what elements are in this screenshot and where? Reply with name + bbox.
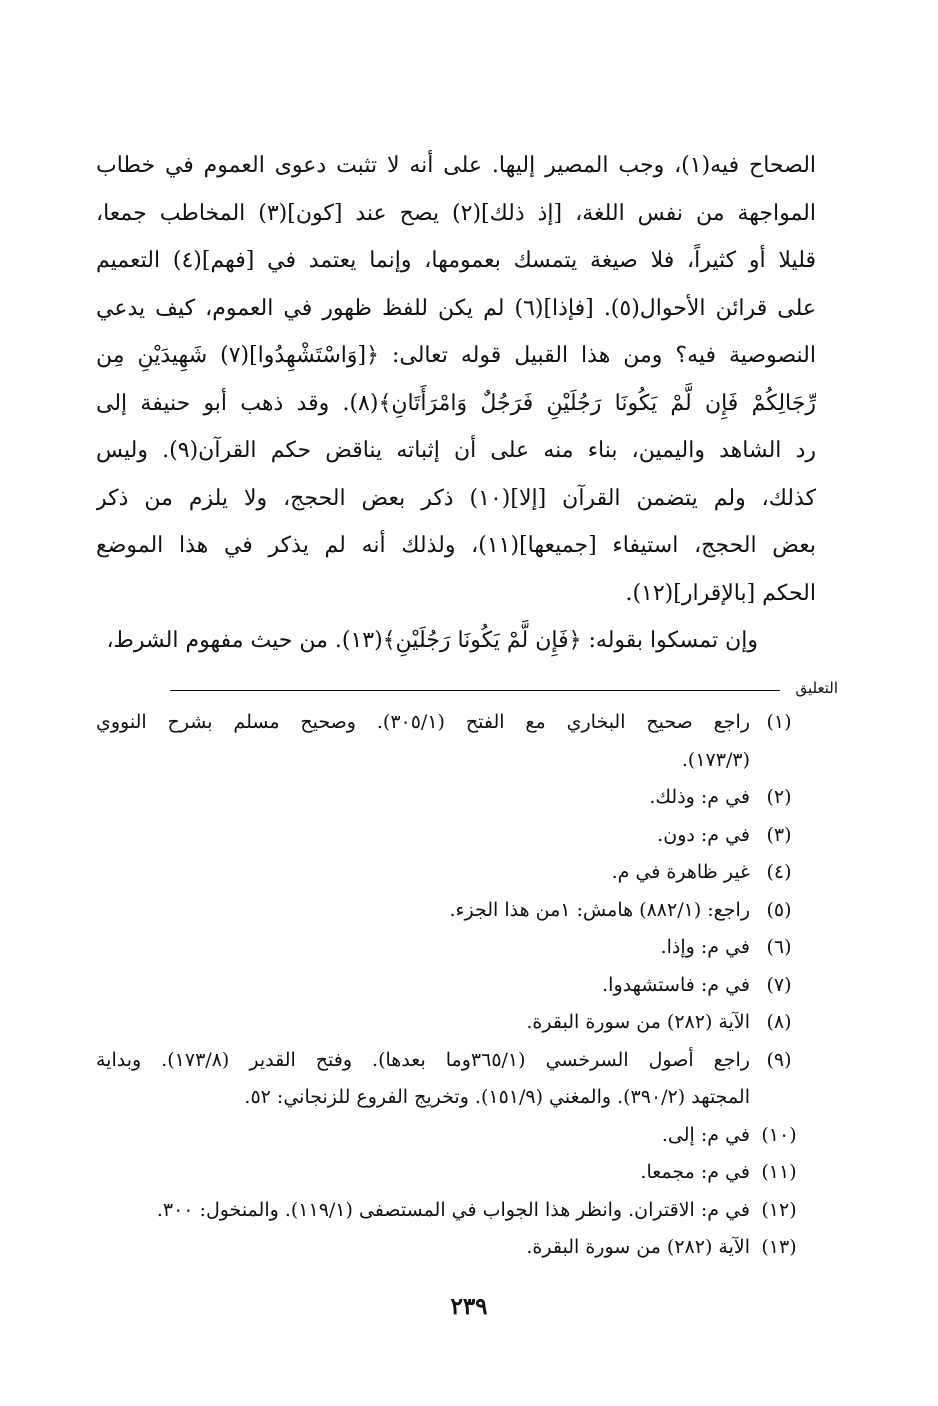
text-line: الحكم [بالإقرار](١٢). [625, 580, 816, 606]
footnote [96, 1042, 808, 1117]
footnote-number: (١١) [761, 1161, 797, 1183]
footnote-number: (٤) [766, 861, 792, 883]
main-text [96, 142, 816, 665]
text-line: المواجهة من نفس اللغة، [إذ ذلك](٢) يصح عند [كون](٣) المخاطب جمعا، [96, 200, 816, 226]
footnote-text: (١٧٣/٣). [681, 748, 750, 771]
footnote [96, 892, 808, 930]
footnote-number: (١) [766, 711, 792, 733]
footnote-text: راجع صحيح البخاري مع الفتح (٣٠٥/١). وصحيح مسلم بشرح النووي [96, 711, 750, 733]
footnotes [96, 704, 808, 1267]
text-line: الصحاح فيه(١)، وجب المصير إليها. على أنه لا تثبت دعوى العموم في خطاب [96, 153, 816, 178]
text-line: كذلك، ولم يتضمن القرآن [إلا](١٠) ذكر بعض الحجج، ولا يلزم من ذكر [96, 485, 816, 511]
footnote [96, 1004, 808, 1042]
footnote-text: في م: الاقتران. وانظر هذا الجواب في المستصفى (١١٩/١). والمنخول: ٣٠٠. [156, 1198, 750, 1221]
footnote-text: غير ظاهرة في م. [611, 861, 750, 883]
footnote-number: (٦) [766, 936, 792, 958]
footnote [96, 779, 808, 817]
footnote [96, 1229, 808, 1267]
footnote-text: المجتهد (٣٩٠/٢). والمغني (١٥١/٩). وتخريج الفروع للزنجاني: ٥٢. [244, 1086, 750, 1108]
footnote [96, 704, 808, 779]
footnote [96, 967, 808, 1005]
notes-label: التعليق [795, 679, 838, 697]
footnote-number: (١٣) [761, 1236, 797, 1258]
footnote-text: في م: دون. [657, 823, 750, 846]
footnote-text: في م: فاستشهدوا. [602, 973, 750, 996]
text-line: قليلا أو كثيراً، فلا صيغة يتمسك بعمومها، وإنما يعتمد في [فهم](٤) التعميم [96, 248, 816, 273]
footnote-number: (٢) [766, 786, 792, 808]
text-line: على قرائن الأحوال(٥). [فإذا](٦) لم يكن للفظ ظهور في العموم، كيف يدعي [96, 295, 816, 321]
footnote [96, 854, 808, 892]
footnote-text: الآية (٢٨٢) من سورة البقرة. [526, 1236, 750, 1258]
footnote-number: (١٠) [761, 1123, 797, 1146]
separator-line [170, 690, 780, 691]
footnote-number: (٧) [766, 973, 792, 996]
footnote-text: في م: وذلك. [649, 786, 750, 808]
footnote-text: في م: إلى. [661, 1123, 750, 1146]
footnote-number: (٣) [766, 823, 792, 846]
footnote-text: راجع: (٨٨٢/١) هامش: ١من هذا الجزء. [449, 898, 750, 921]
text-line: رِّجَالِكُمْ فَإِن لَّمْ يَكُونَا رَجُلَيْنِ فَرَجُلٌ وَامْرَأَتَانِ﴾(٨). وقد ذهب أبو حنيفة إلى [96, 390, 816, 416]
footnote-number: (١٢) [761, 1198, 797, 1221]
footnote [96, 1117, 808, 1155]
text-line: وإن تمسكوا بقوله: ﴿فَإِن لَّمْ يَكُونَا رَجُلَيْنِ﴾(١٣). من حيث مفهوم الشرط، [106, 628, 758, 653]
text-line: النصوصية فيه؟ ومن هذا القبيل قوله تعالى: ﴿[وَاسْتَشْهِدُوا](٧) شَهِيدَيْنِ مِن [96, 343, 816, 368]
footnote [96, 1192, 808, 1230]
footnote-number: (٥) [766, 898, 792, 921]
page-number: ٢٣٩ [450, 1293, 488, 1320]
footnote [96, 929, 808, 967]
text-line: بعض الحجج، استيفاء [جميعها](١١)، ولذلك أنه لم يذكر في هذا الموضع [96, 533, 816, 558]
footnote-text: الآية (٢٨٢) من سورة البقرة. [526, 1011, 750, 1033]
footnote-number: (٨) [766, 1011, 792, 1033]
footnote-text: راجع أصول السرخسي (٣٦٥/١وما بعدها). وفتح القدير (١٧٣/٨). وبداية [96, 1048, 750, 1071]
footnote-text: في م: وإذا. [660, 936, 750, 958]
footnote [96, 817, 808, 855]
footnote [96, 1154, 808, 1192]
text-line: رد الشاهد واليمين، بناء منه على أن إثباته يناقض حكم القرآن(٩). وليس [96, 438, 816, 463]
footnote-separator [170, 678, 838, 704]
footnote-number: (٩) [766, 1048, 792, 1071]
footnote-text: في م: مجمعا. [640, 1161, 750, 1183]
